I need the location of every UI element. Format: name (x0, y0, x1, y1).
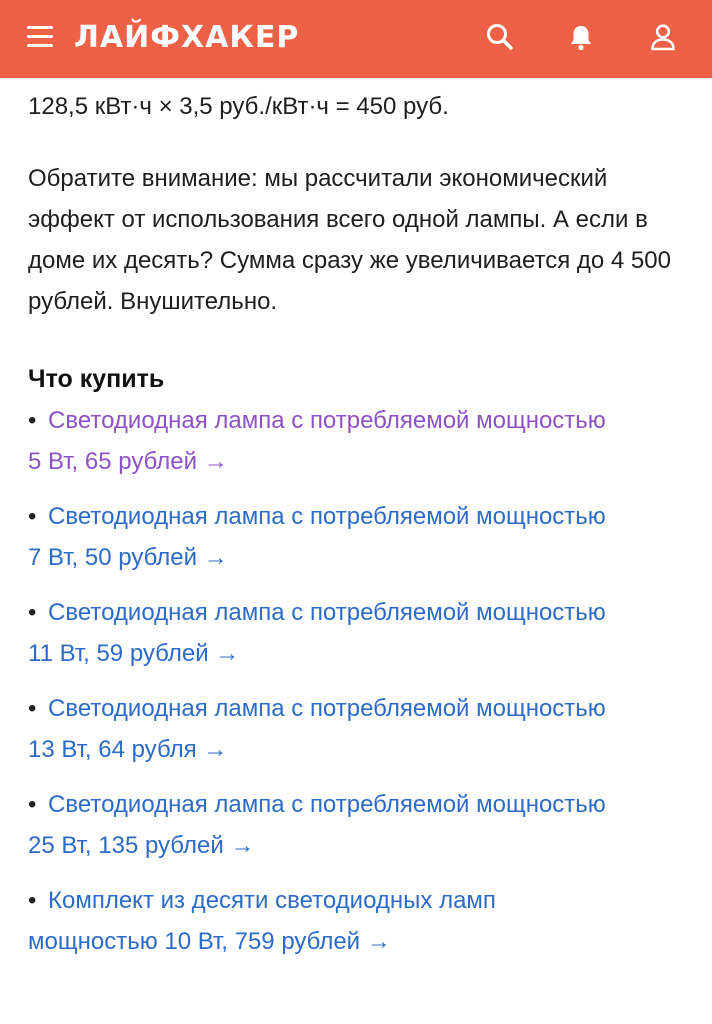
link-line: Комплект из десяти светодиодных ламп (48, 887, 496, 914)
list-item (28, 784, 688, 866)
list-item (28, 496, 688, 578)
site-logo[interactable]: ЛАЙФХАКЕР (74, 20, 300, 55)
bullet: • (28, 503, 37, 530)
buy-link-25w[interactable] (28, 791, 606, 859)
link-line: 25 Вт, 135 рублей → (28, 832, 255, 859)
list-item (28, 688, 688, 770)
list-item (28, 592, 688, 674)
bullet: • (28, 887, 37, 914)
list-item (28, 400, 688, 482)
bullet: • (28, 407, 37, 434)
link-line: 7 Вт, 50 рублей → (28, 544, 228, 571)
buy-link-7w[interactable] (28, 503, 606, 571)
link-line: мощностью 10 Вт, 759 рублей → (28, 928, 391, 955)
buy-link-kit[interactable] (28, 887, 496, 955)
list-item (28, 880, 688, 962)
bullet: • (28, 599, 37, 626)
link-line: Светодиодная лампа с потребляемой мощностью (48, 407, 606, 434)
article-paragraph: Обратите внимание: мы рассчитали экономический эффект от использования всего одной лампы. А если в доме их десять? Сумма сразу же увеличивается до 4 500 рублей. Внушительно. (28, 165, 671, 315)
article-body (28, 78, 688, 976)
buy-link-13w[interactable] (28, 695, 606, 763)
cost-formula: 128,5 кВт·ч × 3,5 руб./кВт·ч = 450 руб. (28, 93, 449, 120)
link-line: Светодиодная лампа с потребляемой мощностью (48, 791, 606, 818)
link-line: Светодиодная лампа с потребляемой мощностью (48, 503, 606, 530)
user-icon[interactable] (645, 19, 681, 55)
section-title: Что купить (28, 365, 165, 393)
buy-link-11w[interactable] (28, 599, 606, 667)
menu-icon[interactable] (27, 26, 53, 48)
bullet: • (28, 791, 37, 818)
link-line: 13 Вт, 64 рубля → (28, 736, 228, 763)
buy-link-5w[interactable] (28, 407, 606, 475)
bell-icon[interactable] (563, 19, 599, 55)
top-bar (0, 0, 712, 78)
link-line: 5 Вт, 65 рублей → (28, 448, 228, 475)
buy-list (28, 400, 688, 962)
link-line: 11 Вт, 59 рублей → (28, 640, 240, 667)
search-icon[interactable] (482, 19, 518, 55)
bullet: • (28, 695, 37, 722)
link-line: Светодиодная лампа с потребляемой мощностью (48, 599, 606, 626)
link-line: Светодиодная лампа с потребляемой мощностью (48, 695, 606, 722)
